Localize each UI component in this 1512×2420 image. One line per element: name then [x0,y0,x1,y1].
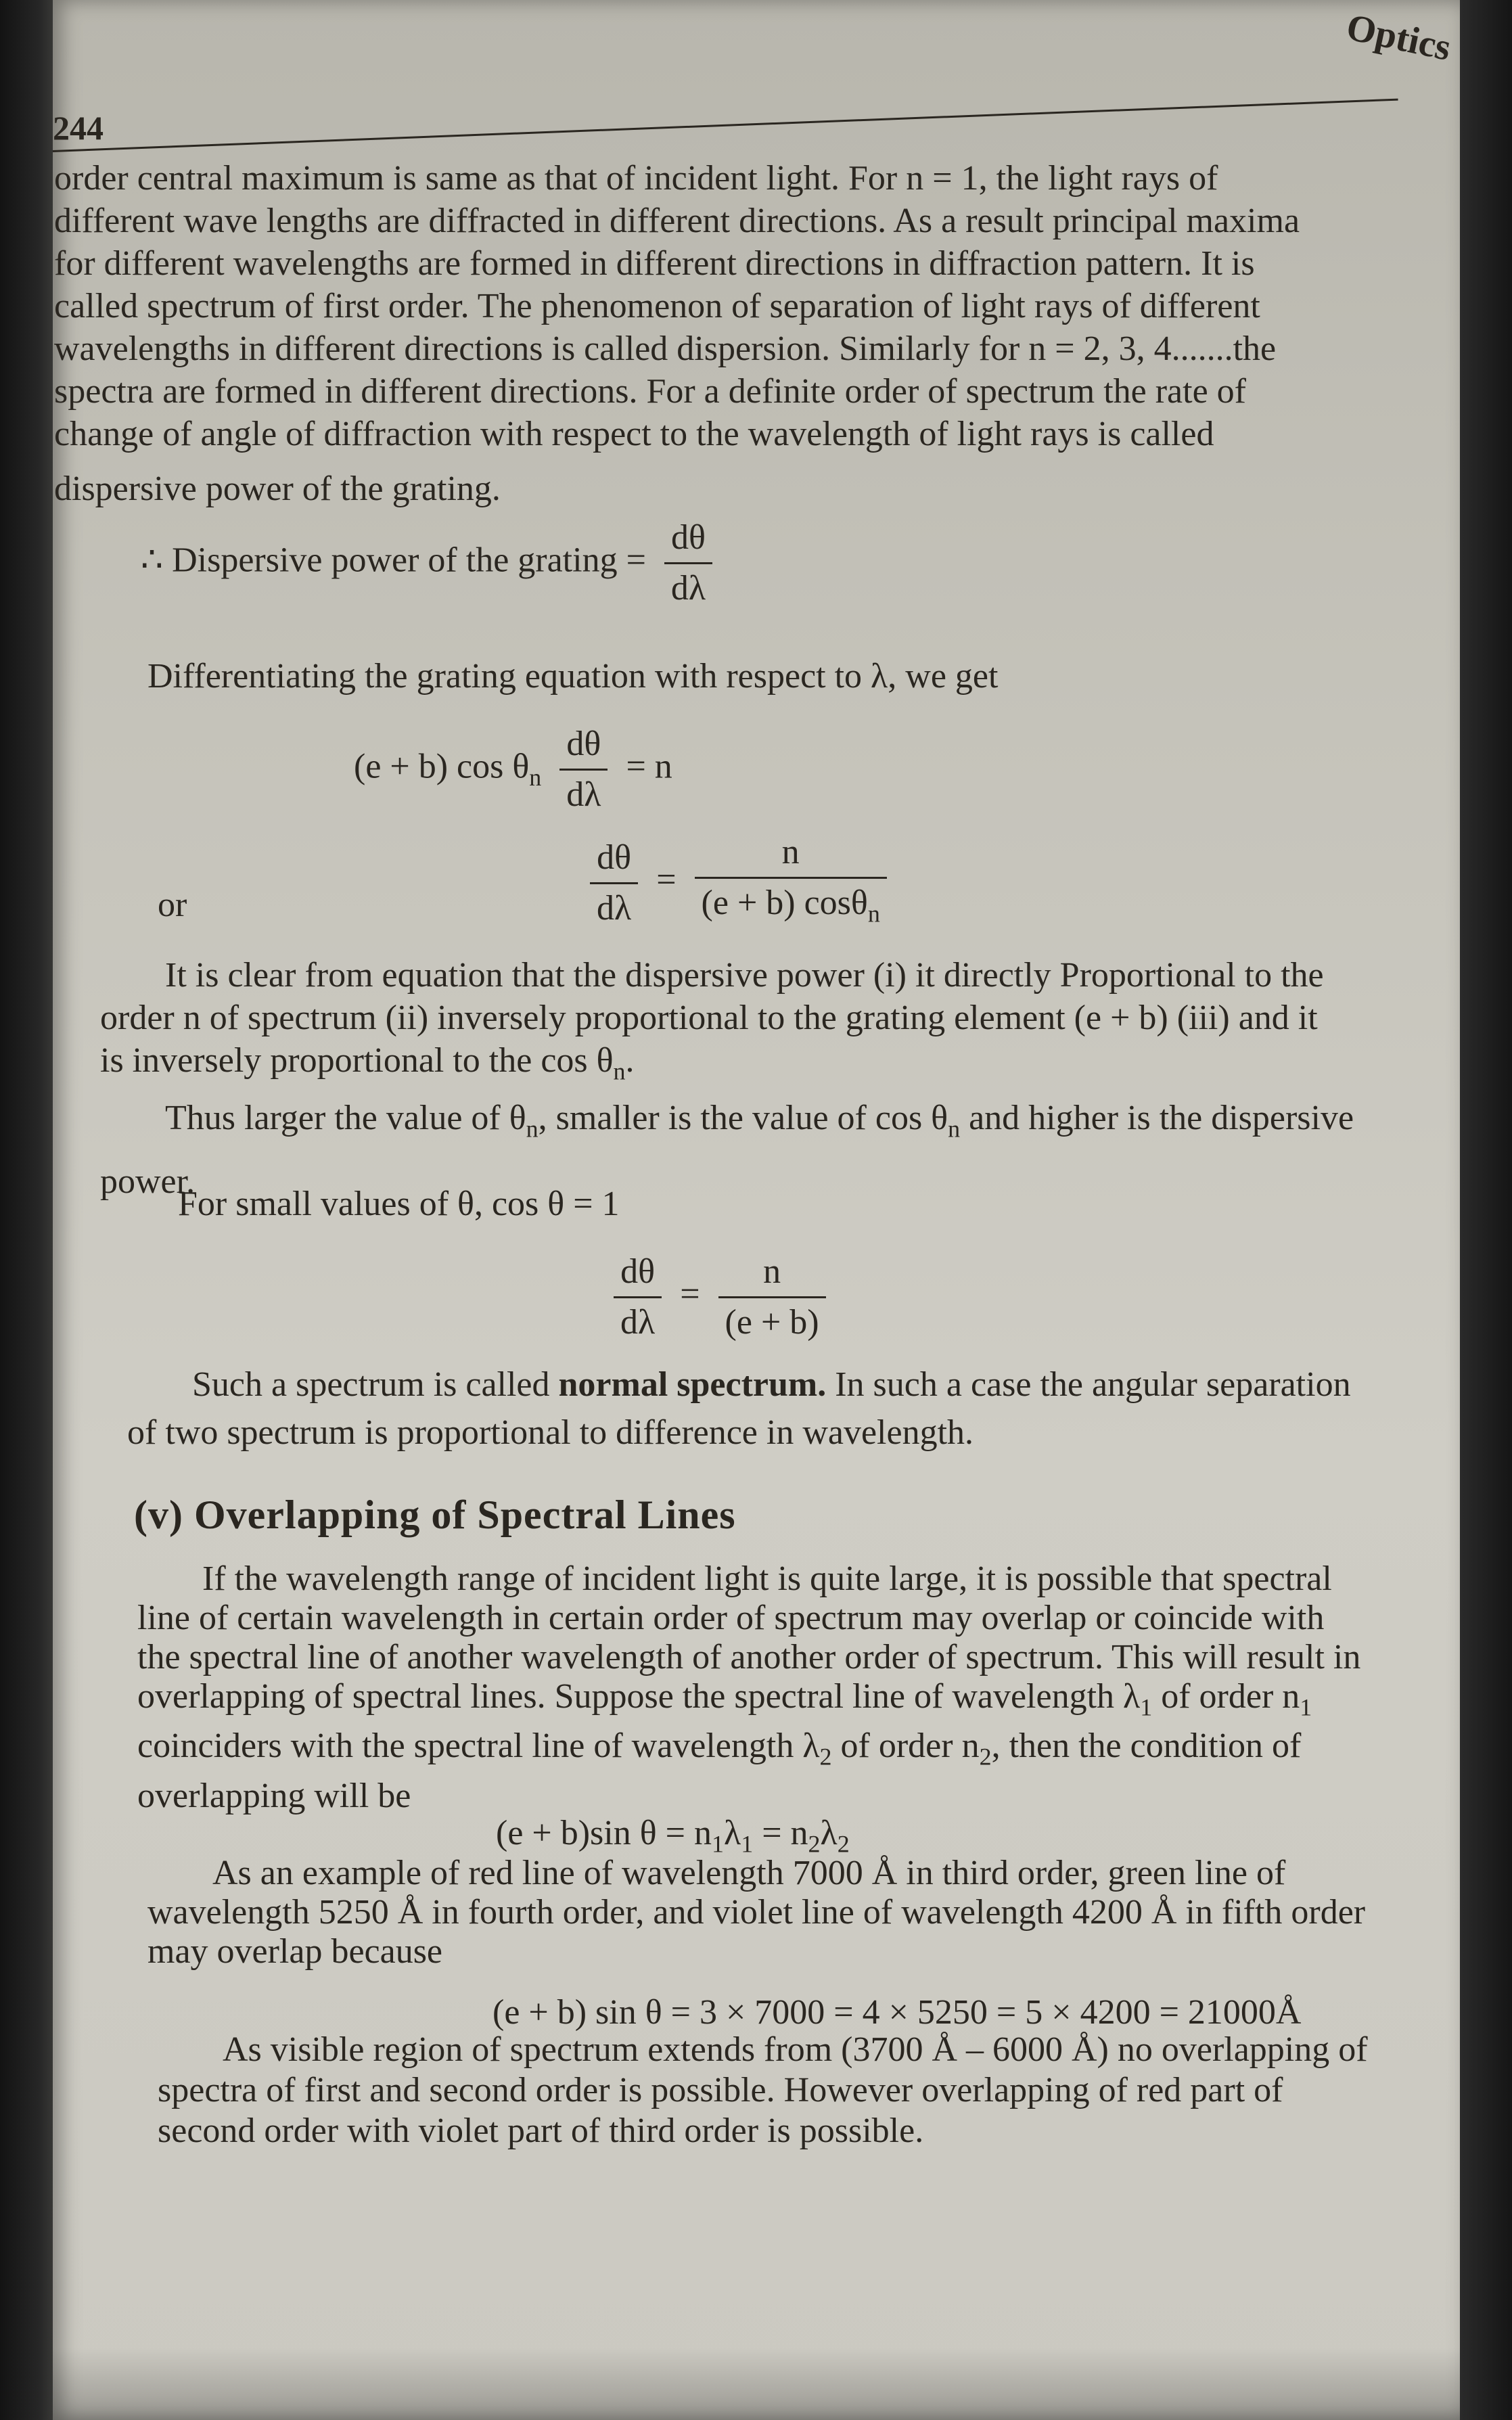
book-spine-shadow [0,0,55,2420]
subscript: 2 [979,1743,992,1771]
text-line [100,1039,1379,1093]
fraction [718,1252,826,1343]
text-line: spectra of first and second order is possible. However overlapping of red part of [158,2071,1283,2109]
text-line [100,1097,1379,1150]
subscript: 2 [837,1830,850,1858]
numerator: dθ [590,838,638,884]
text-fragment: = n [753,1814,808,1852]
text-line: wavelength 5250 Å in fourth order, and violet line of wavelength 4200 Å in fifth order [147,1893,1366,1932]
section-title: Optics [1342,5,1454,69]
paragraph-dispersion [54,157,1380,510]
text-line: line of certain wavelength in certain order of spectrum may overlap or coincide with [137,1599,1325,1637]
bold-term: normal spectrum. [558,1365,827,1404]
subscript: n [529,763,542,791]
text-line: wavelengths in different directions is called dispersion. Similarly for n = 2, 3, 4.......the [54,329,1277,368]
subscript: 2 [819,1743,832,1771]
equals-sign: = [656,861,677,900]
text-fragment: coinciders with the spectral line of wavelength λ [137,1727,820,1766]
text-line [137,1677,1379,1727]
paragraph-overlapping [137,1559,1379,1816]
text-line: As visible region of spectrum extends from (3700 Å – 6000 Å) no overlapping of [223,2030,1368,2069]
text-line: As an example of red line of wavelength 7000 Å in third order, green line of [212,1854,1286,1892]
or-label: or [158,886,187,924]
section-heading: (v) Overlapping of Spectral Lines [134,1492,736,1537]
denominator: dλ [597,888,632,928]
text-fragment: is inversely proportional to the cos θ [100,1041,614,1080]
subscript: 1 [1300,1693,1312,1721]
text-fragment: , smaller is the value of cos θ [538,1099,948,1138]
equals-sign: = [680,1275,700,1314]
subscript: 1 [711,1830,724,1858]
book-page [53,0,1460,2420]
subscript: n [867,900,880,928]
text-line [137,1727,1379,1776]
text-line: called spectrum of first order. The phenomenon of separation of light rays of different [54,287,1260,325]
text-fragment: λ [820,1814,838,1852]
subscript: n [526,1115,539,1143]
text-line: order central maximum is same as that of incident light. For n = 1, the light rays of [54,159,1218,198]
text-fragment: . [625,1041,635,1080]
subscript: 2 [808,1830,821,1858]
page-number: 244 [53,109,104,147]
header-rule [53,99,1398,152]
fraction [590,838,638,929]
text-fragment: Thus larger the value of θ [165,1099,526,1138]
subscript: 1 [741,1830,754,1858]
numerator: dθ [559,724,608,771]
fraction [614,1252,662,1343]
text-line: the spectral line of another wavelength of another order of spectrum. This will result in [137,1638,1361,1676]
text-fragment: overlapping of spectral lines. Suppose the spectral line of wavelength λ [137,1677,1141,1716]
text-line: second order with violet part of third order is possible. [158,2111,924,2150]
equation-dispersive-power [141,518,722,609]
text-line: For small values of θ, cos θ = 1 [178,1185,620,1223]
text-fragment: , then the condition of [991,1727,1302,1766]
paragraph-proportionality [100,954,1379,1203]
text-line: different wave lengths are diffracted in different directions. As a result principal maxima [54,202,1300,240]
text-fragment: λ [723,1814,741,1852]
text-line: power. [100,1162,196,1201]
text-fragment: Such a spectrum is called [192,1365,559,1404]
subscript: 1 [1140,1693,1153,1721]
fraction [695,832,887,934]
equation-normal-spectrum [604,1252,835,1343]
text-fragment: In such a case the angular separation [826,1365,1351,1404]
text-fragment: of order n [831,1727,980,1766]
text-line [127,1363,1379,1406]
denominator: (e + b) [725,1303,819,1342]
text-line: for different wavelengths are formed in different directions in diffraction pattern. It is [54,244,1255,283]
text-line: overlapping will be [137,1776,411,1815]
equation-rhs: = n [626,747,672,786]
text-line: Differentiating the grating equation with respect to λ, we get [147,657,999,695]
text-line: It is clear from equation that the dispersive power (i) it directly Proportional to the [165,956,1324,995]
text-line: change of angle of diffraction with respect to the wavelength of light rays is called [54,415,1214,453]
paragraph-visible-region [158,2030,1379,2151]
numerator: n [695,832,887,879]
subscript: n [948,1115,961,1143]
denominator: dλ [566,775,601,814]
paragraph-example [147,1854,1379,1971]
equation-example-overlap: (e + b) sin θ = 3 × 7000 = 4 × 5250 = 5 × 4200 = 21000Å [492,1993,1302,2032]
equation-lead: ∴ Dispersive power of the grating = [141,541,646,580]
fraction [559,724,608,815]
denominator: dλ [620,1303,656,1342]
fraction [664,518,712,609]
text-line: dispersive power of the grating. [54,470,501,508]
denominator: dλ [670,569,706,608]
text-line: spectra are formed in different directions. For a definite order of spectrum the rate of [54,372,1246,411]
text-fragment: of order n [1152,1677,1300,1716]
denominator-text: (e + b) cosθ [701,884,868,922]
numerator: dθ [664,518,712,564]
subscript: n [613,1057,626,1085]
text-fragment: and higher is the dispersive [960,1099,1354,1138]
page-bottom-shadow [53,2348,1460,2420]
text-line: may overlap because [147,1932,443,1971]
denominator [695,879,887,934]
equation-dispersive-result [580,832,896,934]
paragraph-normal-spectrum [127,1363,1379,1454]
equation-differentiated [354,724,672,815]
text-line: order n of spectrum (ii) inversely proportional to the grating element (e + b) (iii) and it [100,999,1318,1037]
text-fragment: (e + b)sin θ = n [496,1814,712,1852]
text-line: If the wavelength range of incident light is quite large, it is possible that spectral [202,1559,1332,1598]
numerator: n [718,1252,826,1298]
equation-lhs: (e + b) cos θ [354,747,530,786]
text-line: of two spectrum is proportional to difference in wavelength. [127,1413,974,1452]
numerator: dθ [614,1252,662,1298]
background-edge [1458,0,1512,2420]
